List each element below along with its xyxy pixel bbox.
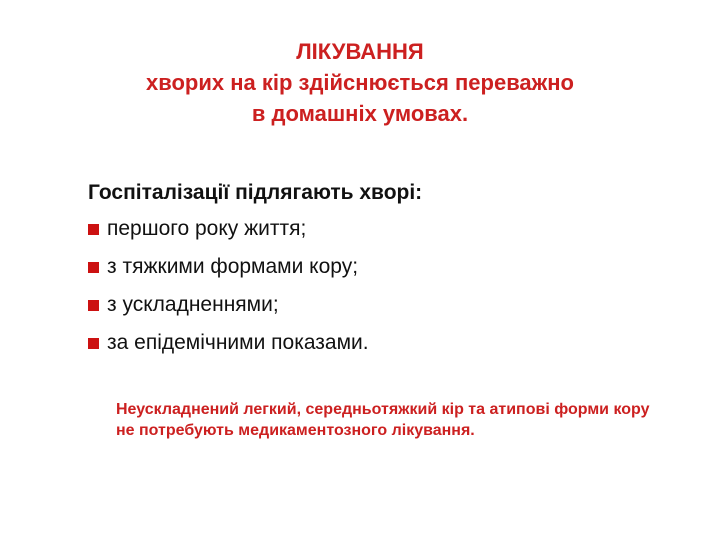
hospitalization-lead: Госпіталізації підлягають хворі: [88,181,423,204]
square-bullet-icon [88,300,99,311]
square-bullet-icon [88,224,99,235]
square-bullet-icon [88,338,99,349]
slide-title [0,36,720,129]
list-item [88,254,688,280]
hospitalization-list [88,216,688,356]
treatment-note: Неускладнений легкий, середньотяжкий кір та атипові форми кору не потребують медикаментозного лікування. [116,401,650,439]
list-item [88,330,688,356]
list-item-text: першого року життя; [107,217,307,240]
hospitalization-section [88,180,688,368]
square-bullet-icon [88,262,99,273]
title-line-1: ЛІКУВАННЯ [296,39,424,64]
list-item [88,292,688,318]
list-item-text: за епідемічними показами. [107,331,369,354]
list-item-text: з тяжкими формами кору; [107,255,359,278]
list-item-text: з ускладненнями; [107,293,279,316]
title-line-3: в домашніх умовах. [251,101,469,126]
list-item [88,216,688,242]
title-line-2: хворих на кір здійснюється переважно [145,70,574,95]
